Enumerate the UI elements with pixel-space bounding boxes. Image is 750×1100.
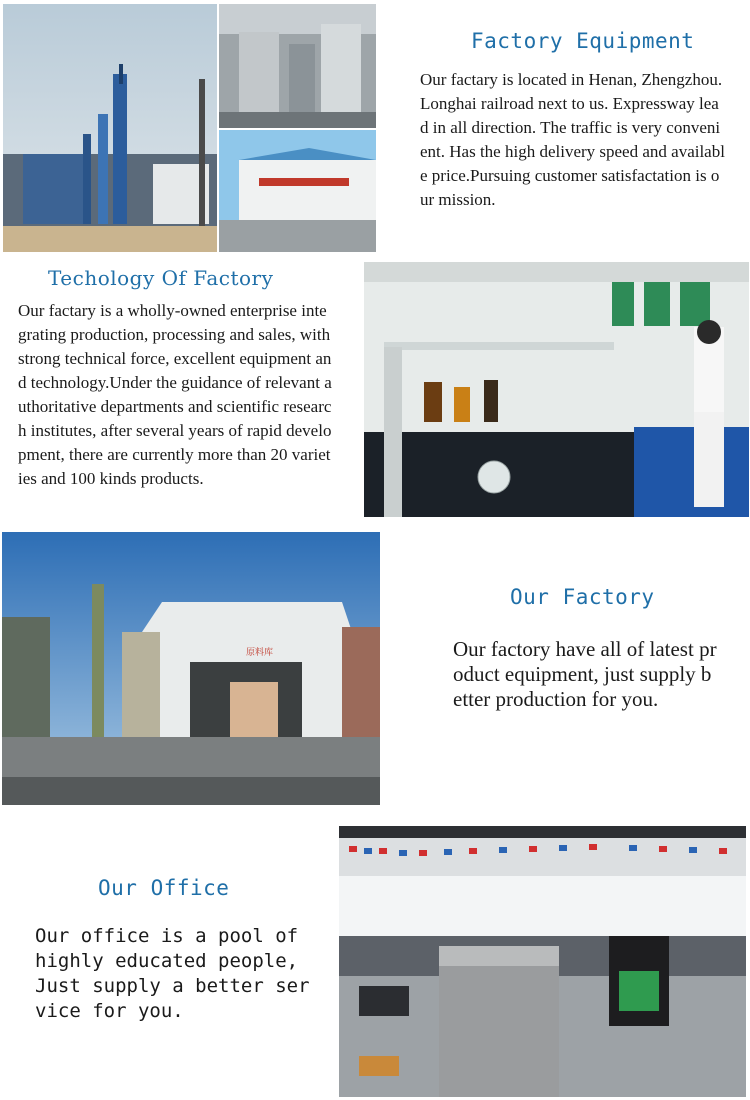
- office-photo: [339, 826, 746, 1097]
- factory-interior-photo: [219, 4, 376, 128]
- factory-text: Our factory have all of latest product equipment, just supply better production for you.: [453, 637, 717, 711]
- factory-building-photo: [219, 130, 376, 252]
- factory-title: Our Factory: [510, 585, 655, 609]
- warehouse-sign: 原料库: [246, 648, 274, 658]
- office-text: Our office is a pool of highly educated people, Just supply a better service for you.: [35, 925, 310, 1022]
- laboratory-photo: [364, 262, 749, 517]
- equipment-title: Factory Equipment: [471, 29, 695, 53]
- technology-title: Techology Of Factory: [48, 266, 274, 290]
- office-title: Our Office: [98, 876, 230, 900]
- technology-text: Our factary is a wholly-owned enterprise integrating production, processing and sales, with strong technical force, excellent equipment and technology.Under the guidance of relevant authoritative departments and scientific research institutes, after several years of rapid development, there are currently more than 20 varieties and 100 kinds products.: [18, 301, 332, 488]
- factory-refinery-photo: [3, 4, 217, 252]
- equipment-text: Our factary is located in Henan, Zhengzhou. Longhai railroad next to us. Expressway lead in all direction. The traffic is very convenient. Has the high delivery speed and available price.Pursuing customer satisfactation is our mission.: [420, 70, 725, 209]
- warehouse-photo: [2, 532, 380, 805]
